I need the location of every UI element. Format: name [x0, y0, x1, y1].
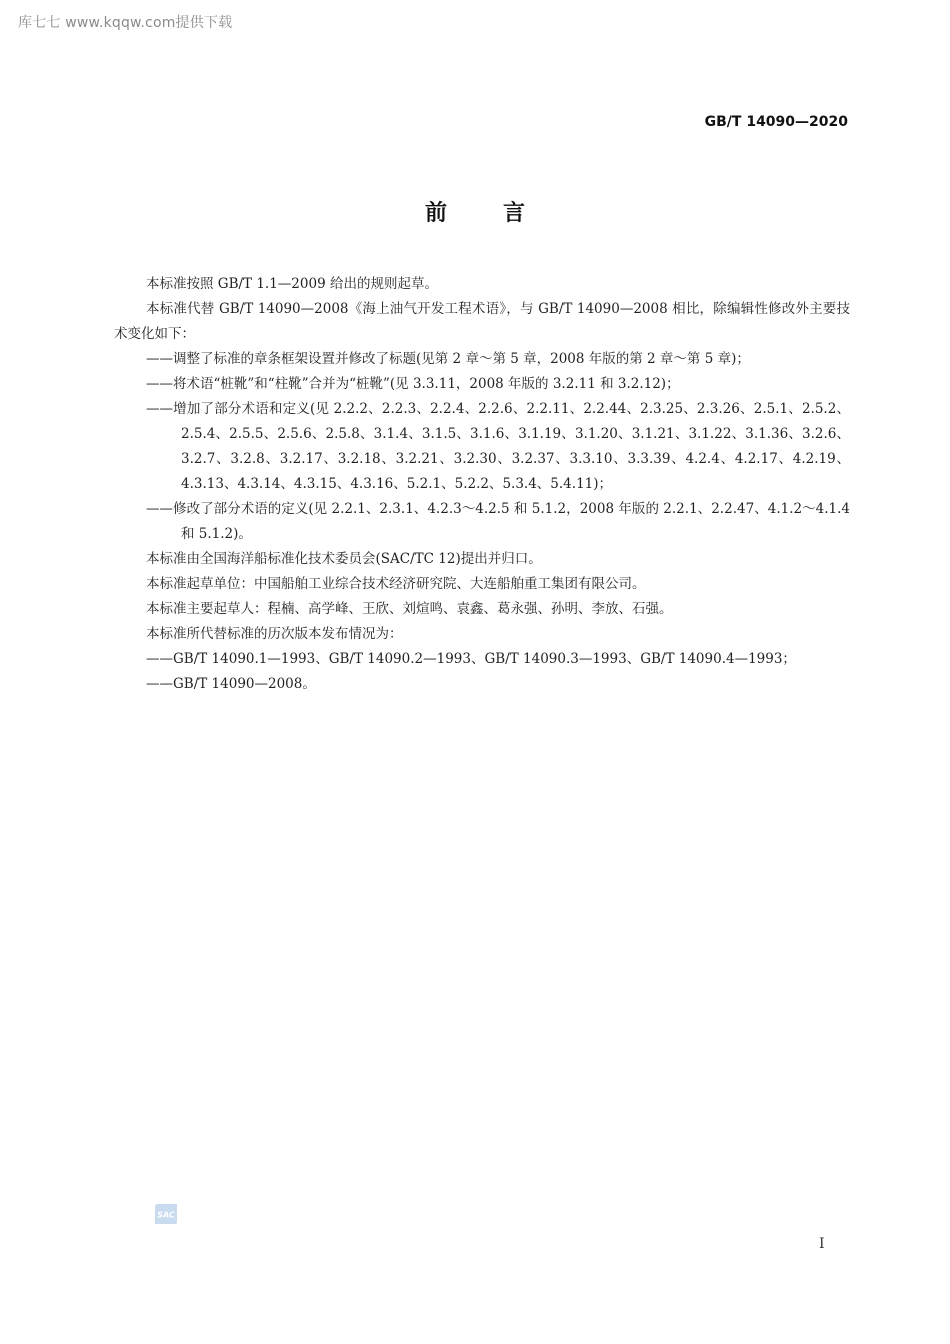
- paragraph-committee: 本标准由全国海洋船标准化技术委员会(SAC/TC 12)提出并归口。: [146, 551, 542, 567]
- list-item-change: ——将术语“桩靴”和“柱靴”合并为“桩靴”(见 3.3.11，2008 年版的 3.2.11 和 3.2.12)；: [146, 376, 680, 392]
- paragraph-drafting-rules: 本标准按照 GB/T 1.1—2009 给出的规则起草。: [146, 276, 438, 292]
- watermark-text: 库七七 www.kqqw.com提供下载: [18, 15, 233, 31]
- standard-code: GB/T 14090—2020: [704, 114, 848, 130]
- list-item-change: ——修改了部分术语的定义(见 2.2.1、2.3.1、4.2.3～4.2.5 和 5.1.2，2008 年版的 2.2.1、2.2.47、4.1.2～4.1.4 和 5.1.2)。: [146, 501, 850, 542]
- list-item-change: ——增加了部分术语和定义(见 2.2.2、2.2.3、2.2.4、2.2.6、2.2.11、2.2.44、2.3.25、2.3.26、2.5.1、2.5.2、2.5.4、2.5.5、2.5.6、2.5.8、3.1.4、3.1.5、3.1.6、3.1.19、3.1.20、3.1.21、3.1.22、3.1.36、3.2.6、3.2.7、3.2.8、3.2.17、3.2.18、3.2.21、3.2.30、3.2.37、3.3.10、3.3.39、4.2.4、4.2.17、4.2.19、4.3.13、4.3.14、4.3.15、4.3.16、5.2.1、5.2.2、5.3.4、5.4.11)；: [146, 401, 850, 492]
- paragraph-replacement: 本标准代替 GB/T 14090—2008《海上油气开发工程术语》，与 GB/T 14090—2008 相比，除编辑性修改外主要技术变化如下：: [114, 301, 850, 342]
- list-item-history: ——GB/T 14090—2008。: [146, 676, 316, 692]
- page-number: I: [819, 1236, 825, 1252]
- paragraph-drafting-units: 本标准起草单位：中国船舶工业综合技术经济研究院、大连船舶重工集团有限公司。: [146, 576, 646, 592]
- foreword-body: [114, 272, 850, 697]
- list-item-history: ——GB/T 14090.1—1993、GB/T 14090.2—1993、GB/T 14090.3—1993、GB/T 14090.4—1993；: [146, 651, 796, 667]
- paragraph-history: 本标准所代替标准的历次版本发布情况为：: [146, 626, 403, 642]
- paragraph-drafters: 本标准主要起草人：程楠、高学峰、王欣、刘煊鸣、袁鑫、葛永强、孙明、李放、石强。: [146, 601, 673, 617]
- svg-text:SAC: SAC: [157, 1210, 175, 1220]
- page-title: 前言: [424, 201, 581, 226]
- sac-logo-icon: [153, 1202, 179, 1226]
- list-item-change: ——调整了标准的章条框架设置并修改了标题(见第 2 章～第 5 章，2008 年版的第 2 章～第 5 章)；: [146, 351, 750, 367]
